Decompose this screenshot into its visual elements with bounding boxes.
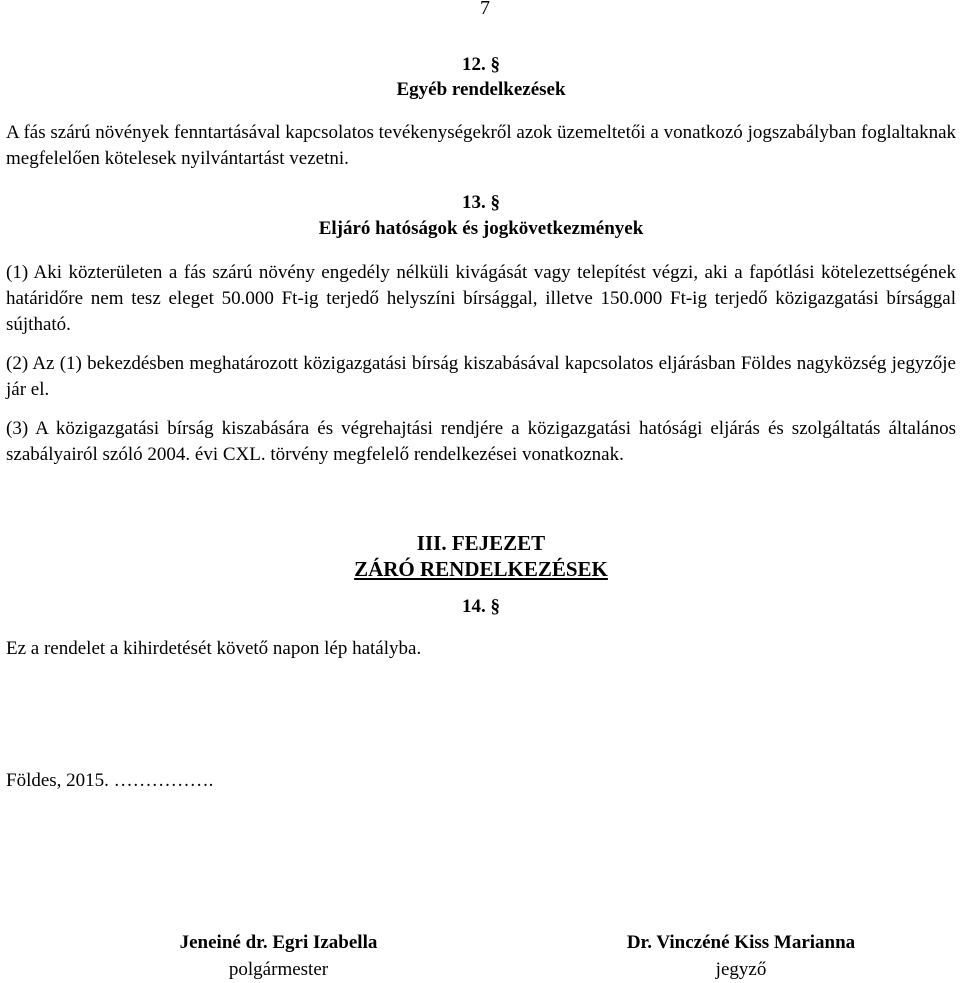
section-13-number: 13. § xyxy=(462,192,500,213)
chapter-label: III. FEJEZET xyxy=(416,531,546,555)
signature-block-notary xyxy=(596,929,886,983)
section-13-paragraph-1: (1) Aki közterületen a fás szárú növény engedély nélküli kivágását vagy telepítést végzi, aki a fapótlási kötelezettségének határidőre nem tesz eleget 50.000 Ft-ig terjedő helyszíni bírsággal, illetve 150.000 Ft-ig terjedő közigazgatási bírsággal sújtható. xyxy=(6,262,956,335)
section-13-paragraph-2: (2) Az (1) bekezdésben meghatározott közigazgatási bírság kiszabásával kapcsolatos eljárásban Földes nagyközség jegyzője jár el. xyxy=(6,353,956,400)
document-page xyxy=(6,0,956,980)
signature-role: polgármester xyxy=(228,959,329,980)
place-and-date: Földes, 2015. ……………. xyxy=(6,770,214,791)
signature-role: jegyző xyxy=(715,959,767,980)
section-13-title: Eljáró hatóságok és jogkövetkezmények xyxy=(318,218,644,239)
section-12-number: 12. § xyxy=(462,54,500,75)
signature-name: Dr. Vinczéné Kiss Marianna xyxy=(626,932,856,953)
section-14-number: 14. § xyxy=(462,596,500,617)
signature-block-mayor xyxy=(151,929,406,983)
section-14-text: Ez a rendelet a kihirdetését követő napon lép hatályba. xyxy=(6,638,422,659)
section-12-text: A fás szárú növények fenntartásával kapcsolatos tevékenységekről azok üzemeltetői a vonatkozó jogszabályban foglaltaknak megfelelően kötelesek nyilvántartást vezetni. xyxy=(6,122,956,169)
page-number: 7 xyxy=(480,0,490,19)
section-12-title: Egyéb rendelkezések xyxy=(396,79,566,100)
section-13-paragraph-3: (3) A közigazgatási bírság kiszabására és végrehajtási rendjére a közigazgatási hatósági eljárás és szolgáltatás általános szabályairól szóló 2004. évi CXL. törvény megfelelő rendelkezései vonatkoznak. xyxy=(6,418,956,465)
signature-name: Jeneiné dr. Egri Izabella xyxy=(179,932,378,953)
chapter-title: ZÁRÓ RENDELKEZÉSEK xyxy=(354,557,608,581)
